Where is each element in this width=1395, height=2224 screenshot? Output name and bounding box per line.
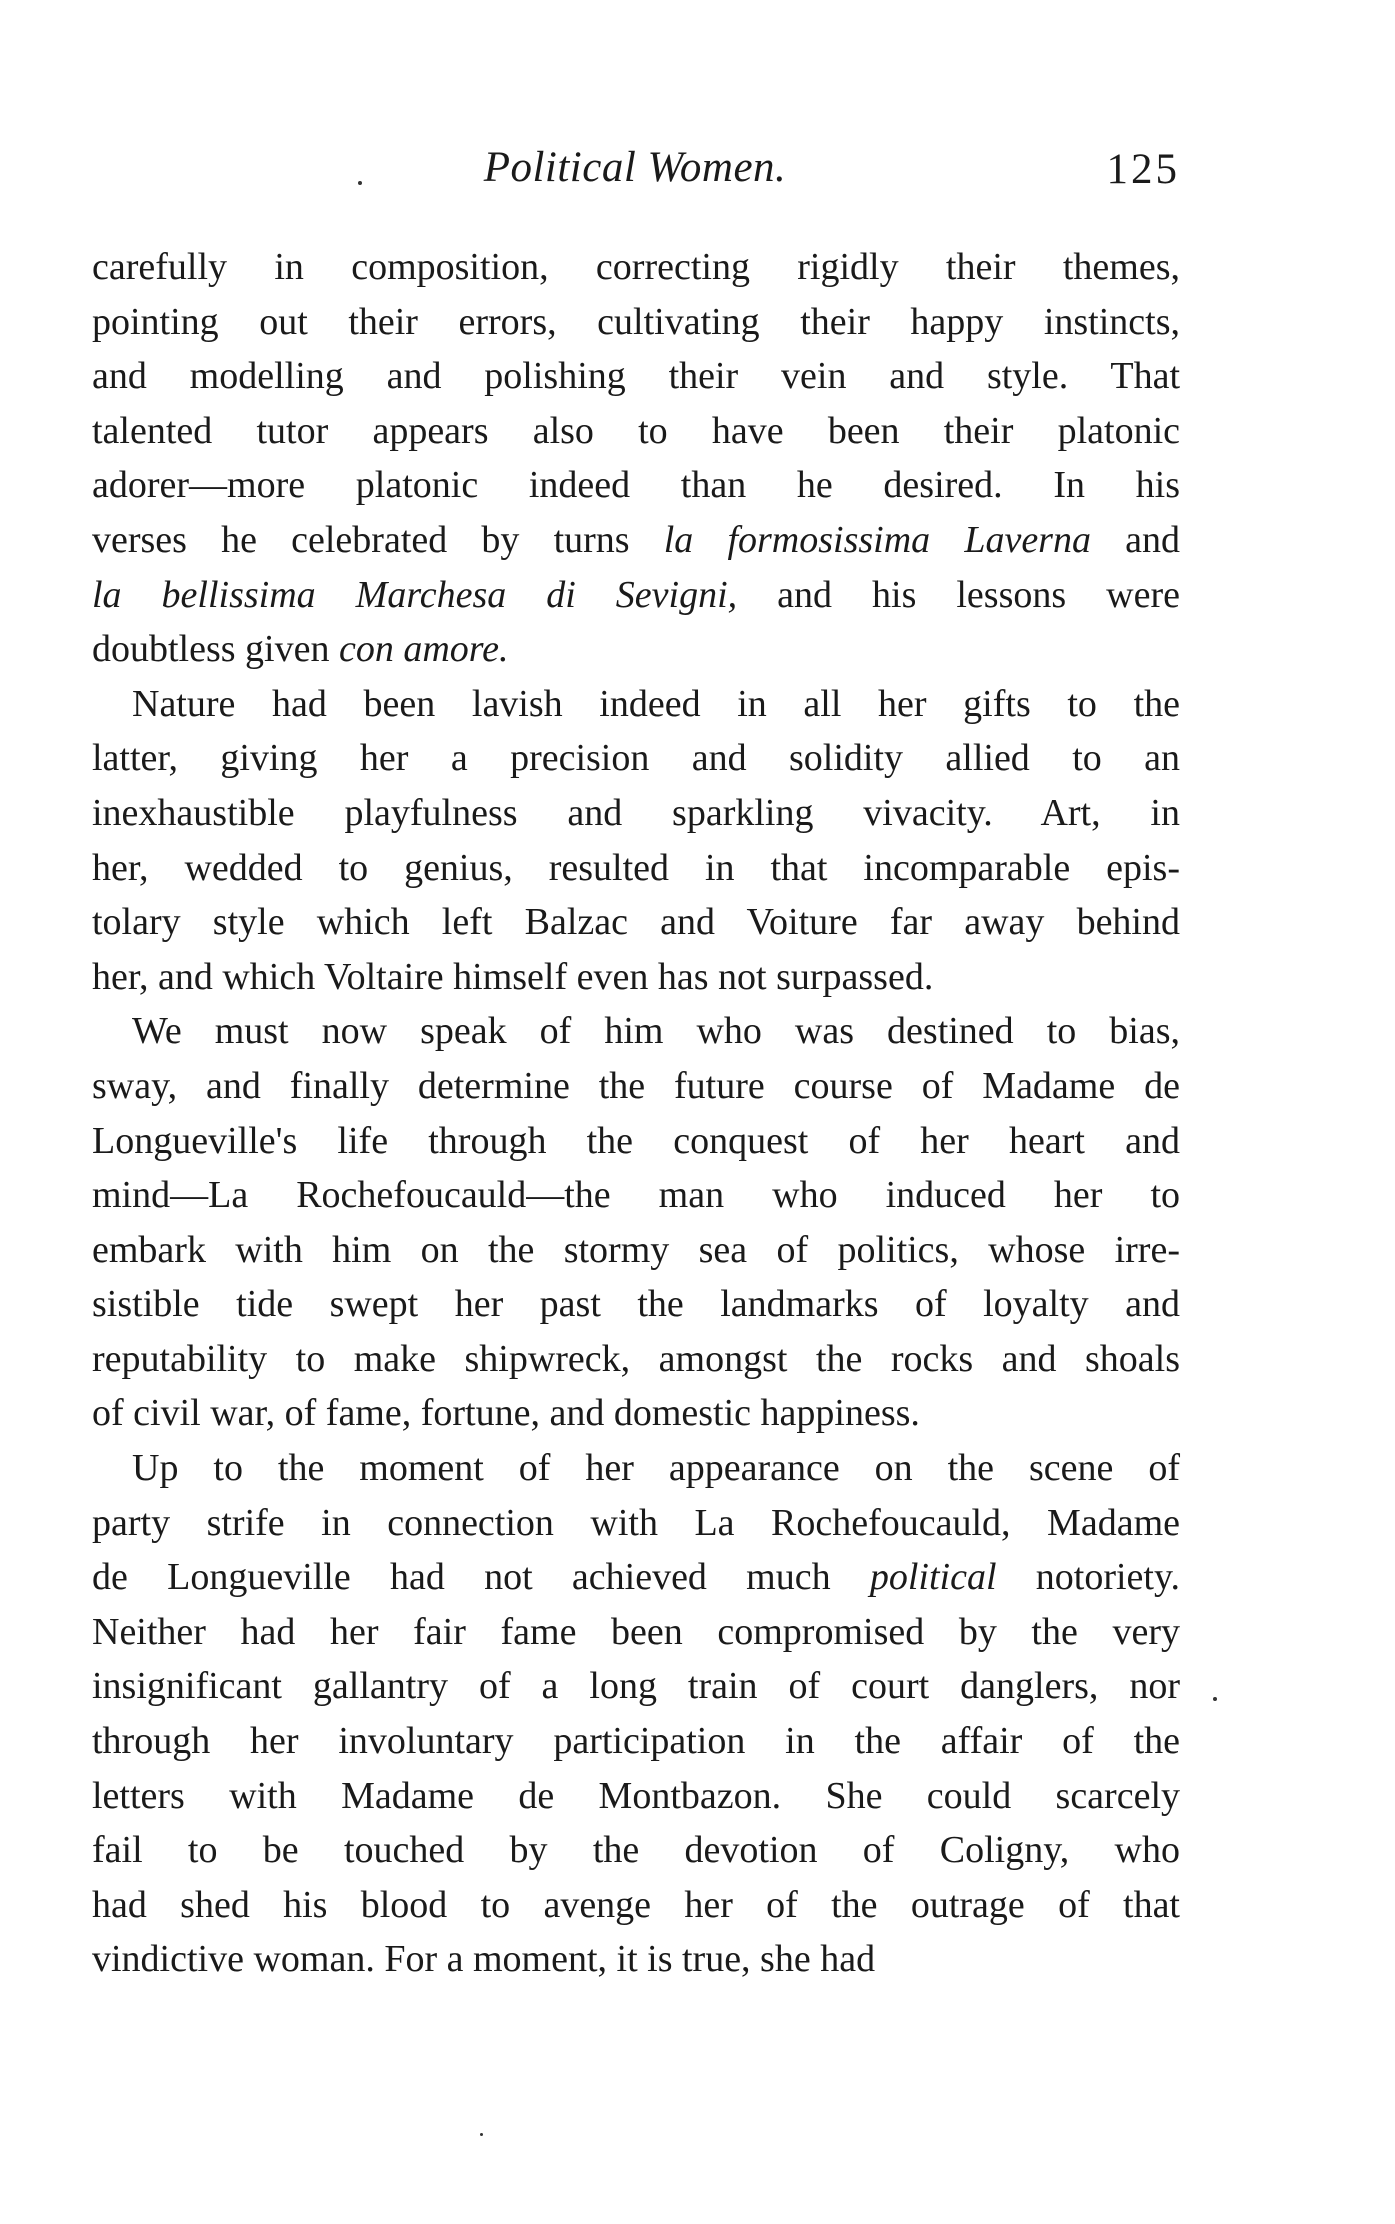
text-line — [92, 1223, 1180, 1278]
text-segment: We must now speak of him who was destined to bias, — [132, 1010, 1180, 1053]
paragraph — [92, 1441, 1180, 1987]
text-line — [92, 1605, 1180, 1660]
text-segment: pointing out their errors, cultivating their happy instincts, — [92, 300, 1180, 343]
text-line — [92, 1932, 1180, 1987]
text-segment: mind—La Rochefoucauld—the man who induced her to — [92, 1174, 1180, 1217]
text-segment: embark with him on the stormy sea of politics, whose irre- — [92, 1228, 1180, 1271]
text-segment: sway, and finally determine the future course of Madame de — [92, 1064, 1180, 1107]
text-segment: and his lessons were — [737, 573, 1180, 616]
text-line — [92, 1878, 1180, 1933]
text-segment: her, wedded to genius, resulted in that incomparable epis- — [92, 846, 1180, 889]
text-line — [92, 1114, 1180, 1169]
text-segment: her, and which Voltaire himself even has not surpassed. — [92, 955, 934, 998]
text-segment: carefully in composition, correcting rigidly their themes, — [92, 246, 1180, 288]
text-segment: Neither had her fair fame been compromised by the very — [92, 1610, 1180, 1653]
text-line — [92, 295, 1180, 350]
print-speck — [1213, 1697, 1217, 1701]
text-segment: de Longueville had not achieved much — [92, 1556, 870, 1599]
text-segment: of civil war, of fame, fortune, and domestic happiness. — [92, 1392, 920, 1435]
text-line — [92, 1441, 1180, 1496]
text-line — [92, 841, 1180, 896]
text-line — [92, 1332, 1180, 1387]
text-line — [92, 1659, 1180, 1714]
running-title: Political Women. — [483, 144, 787, 191]
text-line — [92, 895, 1180, 950]
text-line — [92, 786, 1180, 841]
text-segment: and — [1090, 518, 1181, 561]
text-line — [92, 404, 1180, 459]
text-segment: latter, giving her a precision and solidity allied to an — [92, 737, 1180, 780]
italic-text: con amore. — [338, 628, 509, 671]
page-header — [90, 143, 1180, 203]
text-line — [92, 1714, 1180, 1769]
text-line — [92, 731, 1180, 786]
text-segment: Up to the moment of her appearance on the scene of — [132, 1447, 1180, 1490]
italic-text: la bellissima Marchesa di Sevigni, — [92, 573, 738, 616]
text-line — [92, 240, 1180, 295]
text-line — [92, 1550, 1180, 1605]
text-segment: fail to be touched by the devotion of Coligny, who — [92, 1829, 1180, 1872]
text-line — [92, 1004, 1180, 1059]
print-speck — [480, 2133, 483, 2136]
text-segment: vindictive woman. For a moment, it is true, she had — [92, 1938, 876, 1981]
page-number: 125 — [1106, 146, 1180, 193]
text-segment: reputability to make shipwreck, amongst the rocks and shoals — [92, 1337, 1180, 1380]
text-segment: tolary style which left Balzac and Voiture far away behind — [92, 901, 1180, 944]
print-speck — [358, 181, 362, 185]
text-line — [92, 1769, 1180, 1824]
text-line — [92, 1386, 1180, 1441]
text-segment: talented tutor appears also to have been their platonic — [92, 409, 1180, 452]
text-segment: doubtless given — [92, 628, 339, 671]
text-segment: insignificant gallantry of a long train of court danglers, nor — [92, 1665, 1180, 1708]
text-line — [92, 513, 1180, 568]
text-segment: letters with Madame de Montbazon. She could scarcely — [92, 1774, 1180, 1817]
text-line — [92, 622, 1180, 677]
italic-text: la formosissima Laverna — [663, 518, 1091, 561]
text-segment: Longueville's life through the conquest of her heart and — [92, 1119, 1180, 1162]
text-line — [92, 349, 1180, 404]
text-segment: Nature had been lavish indeed in all her gifts to the — [132, 682, 1180, 725]
text-line — [92, 677, 1180, 732]
text-segment: had shed his blood to avenge her of the outrage of that — [92, 1883, 1180, 1926]
paragraph — [92, 677, 1180, 1005]
paragraph — [92, 1004, 1180, 1441]
text-line — [92, 1277, 1180, 1332]
text-line — [92, 458, 1180, 513]
text-segment: verses he celebrated by turns — [92, 518, 664, 561]
text-segment: adorer—more platonic indeed than he desired. In his — [92, 464, 1180, 507]
paragraph — [92, 240, 1180, 677]
text-line — [92, 950, 1180, 1005]
body-text — [92, 240, 1180, 1987]
text-line — [92, 1168, 1180, 1223]
text-segment: inexhaustible playfulness and sparkling vivacity. Art, in — [92, 791, 1180, 834]
text-segment: and modelling and polishing their vein and style. That — [92, 355, 1180, 398]
text-segment: notoriety. — [996, 1556, 1180, 1599]
text-line — [92, 1059, 1180, 1114]
text-segment: sistible tide swept her past the landmarks of loyalty and — [92, 1283, 1180, 1326]
text-segment: party strife in connection with La Rochefoucauld, Madame — [92, 1501, 1180, 1544]
text-line — [92, 568, 1180, 623]
text-segment: through her involuntary participation in the affair of the — [92, 1720, 1180, 1763]
text-line — [92, 1496, 1180, 1551]
italic-text: political — [869, 1556, 997, 1599]
text-line — [92, 1823, 1180, 1878]
